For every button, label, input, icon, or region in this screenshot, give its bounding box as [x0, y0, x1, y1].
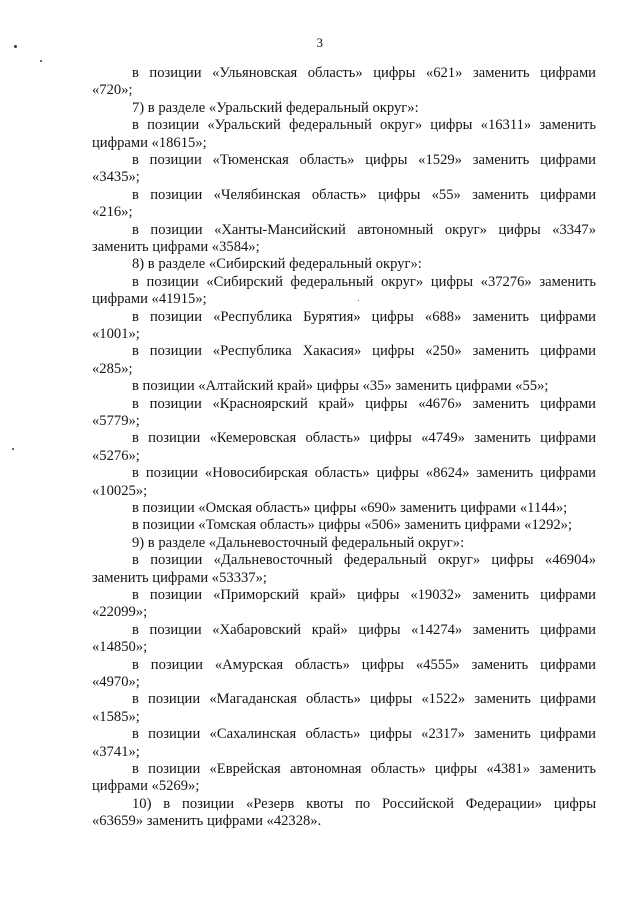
scan-speck	[40, 60, 42, 62]
text-line: «3435»;	[92, 169, 140, 186]
text-line: в позиции «Ханты-Мансийский автономный округ» цифры «3347»	[132, 221, 596, 238]
text-line: «5779»;	[92, 413, 140, 429]
text-line: «4970»;	[92, 674, 140, 690]
text-line: в позиции «Ульяновская область» цифры «621» заменить цифрами	[132, 65, 596, 81]
text-line: «216»;	[92, 204, 133, 221]
text-line: «3741»;	[92, 743, 140, 760]
text-line: «63659» заменить цифрами «42328».	[92, 813, 322, 830]
text-line: цифрами «41915»;	[92, 291, 207, 308]
text-line: «5276»;	[92, 447, 140, 464]
text-line: в позиции «Еврейская автономная область» цифры «4381» заменить	[132, 761, 596, 777]
text-line: 8) в разделе «Сибирский федеральный округ»:	[132, 256, 422, 273]
text-line: «285»;	[92, 360, 133, 377]
text-line: заменить цифрами «3584»;	[92, 239, 260, 255]
text-line: в позиции «Алтайский край» цифры «35» заменить цифрами «55»;	[132, 378, 549, 395]
text-line: «14850»;	[92, 639, 148, 656]
text-line: в позиции «Амурская область» цифры «4555» заменить цифрами	[132, 656, 596, 673]
text-line: в позиции «Сахалинская область» цифры «2317» заменить цифрами	[132, 726, 596, 743]
text-line: цифрами «18615»;	[92, 134, 207, 151]
text-line: в позиции «Дальневосточный федеральный округ» цифры «46904»	[132, 552, 596, 569]
text-line: в позиции «Уральский федеральный округ» цифры «16311» заменить	[132, 117, 596, 134]
text-line: «1585»;	[92, 708, 140, 725]
text-line: в позиции «Республика Бурятия» цифры «688» заменить цифрами	[132, 308, 596, 325]
text-line: в позиции «Приморский край» цифры «19032» заменить цифрами	[132, 587, 596, 603]
text-line: в позиции «Челябинская область» цифры «55» заменить цифрами	[132, 186, 596, 203]
text-line: «1001»;	[92, 326, 140, 342]
text-line: в позиции «Сибирский федеральный округ» цифры «37276» заменить	[132, 273, 596, 290]
scan-speck	[12, 448, 14, 450]
text-line: 7) в разделе «Уральский федеральный округ»:	[132, 99, 419, 116]
text-line: 10) в позиции «Резерв квоты по Российской Федерации» цифры	[132, 795, 596, 812]
text-line: в позиции «Омская область» цифры «690» заменить цифрами «1144»;	[132, 500, 568, 516]
text-line: в позиции «Томская область» цифры «506» заменить цифрами «1292»;	[132, 517, 573, 534]
text-line: «10025»;	[92, 482, 148, 499]
text-line: в позиции «Магаданская область» цифры «1522» заменить цифрами	[132, 691, 596, 708]
scan-speck	[14, 45, 17, 48]
text-line: цифрами «5269»;	[92, 778, 200, 795]
text-line: в позиции «Хабаровский край» цифры «14274» заменить цифрами	[132, 621, 596, 638]
text-line: в позиции «Республика Хакасия» цифры «250» заменить цифрами	[132, 343, 596, 360]
text-line: заменить цифрами «53337»;	[92, 569, 267, 586]
text-line: 9) в разделе «Дальневосточный федеральный округ»:	[132, 534, 465, 551]
page-number: 3	[316, 35, 324, 50]
text-line: «720»;	[92, 82, 133, 99]
text-line: «22099»;	[92, 604, 148, 621]
text-line: в позиции «Новосибирская область» цифры «8624» заменить цифрами	[132, 465, 596, 482]
text-line: в позиции «Тюменская область» цифры «1529» заменить цифрами	[132, 152, 596, 168]
text-line: в позиции «Кемеровская область» цифры «4749» заменить цифрами	[132, 430, 596, 447]
text-line: в позиции «Красноярский край» цифры «4676» заменить цифрами	[132, 395, 596, 412]
